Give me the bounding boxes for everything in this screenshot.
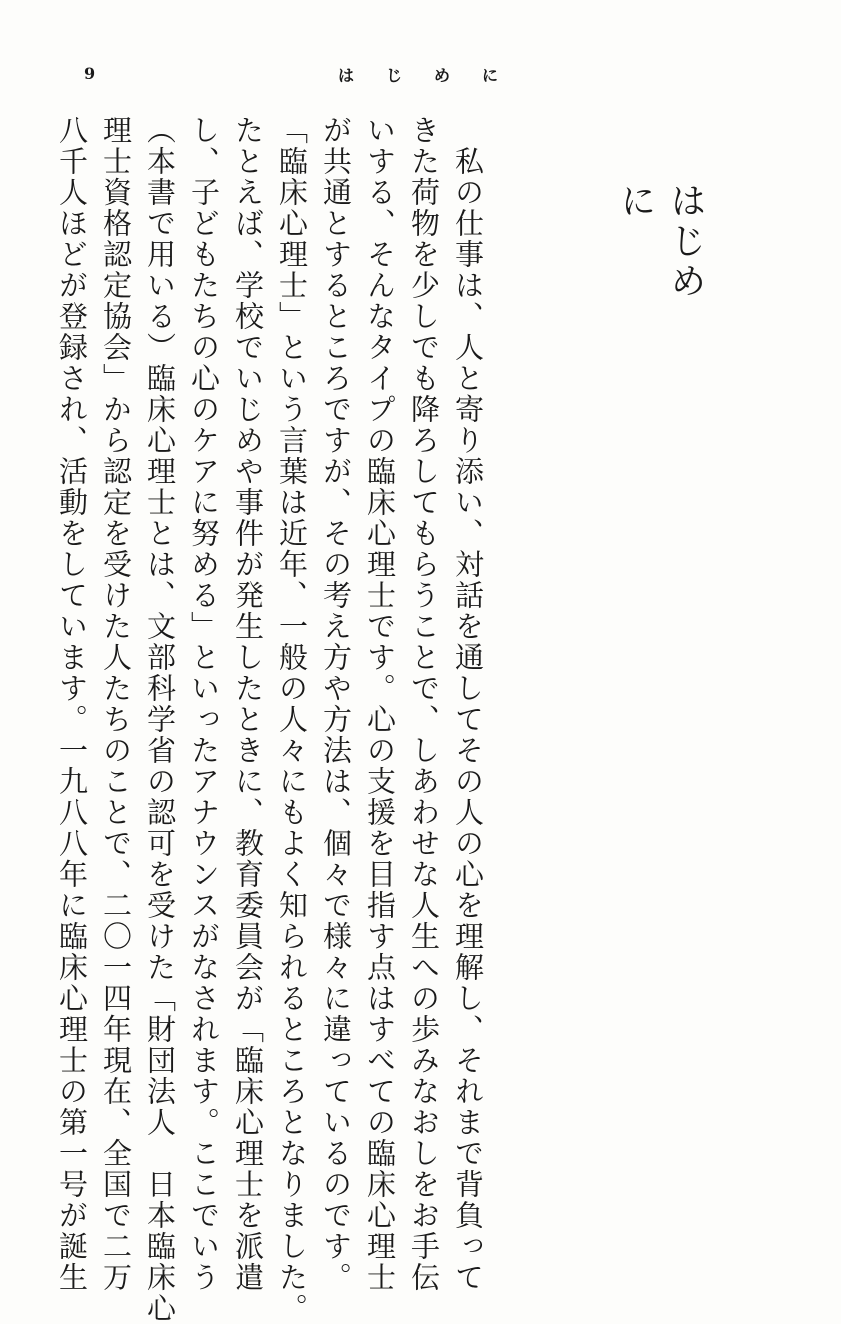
body-text [55,115,490,1324]
text-line: し、子どもたちの心のケアに努める」といったアナウンスがなされます。ここでいう [187,115,221,1293]
text-line: 理士資格認定協会」から認定を受けた人たちのことで、二〇一四年現在、全国で二万 [99,115,133,1293]
page-number: 9 [84,64,96,83]
text-line: きた荷物を少しでも降ろしてもらうことで、しあわせな人生への歩みなおしをお手伝 [407,115,441,1293]
chapter-title: はじめに [615,182,706,302]
text-line: が共通とするところですが、その考え方や方法は、個々で様々に違っているのです。 [319,115,353,1293]
running-head-char: に [481,66,498,85]
text-line: 私の仕事は、人と寄り添い、対話を通してその人の心を理解し、それまで背負って [451,115,485,1293]
text-line: いする、そんなタイプの臨床心理士です。心の支援を目指す点はすべての臨床心理士 [363,115,397,1293]
running-head-char: め [433,66,450,85]
text-line: たとえば、学校でいじめや事件が発生したときに、教育委員会が「臨床心理士を派遣 [231,115,265,1293]
running-head-char: は [338,66,355,85]
running-head-char: じ [385,66,402,85]
text-line: 「臨床心理士」という言葉は近年、一般の人々にもよく知られるところとなりました。 [275,115,309,1324]
running-head [338,63,498,86]
text-line: 八千人ほどが登録され、活動をしています。一九八八年に臨床心理士の第一号が誕生 [55,115,89,1293]
text-line: （本書で用いる）臨床心理士とは、文部科学省の認可を受けた「財団法人 日本臨床心 [143,115,177,1324]
